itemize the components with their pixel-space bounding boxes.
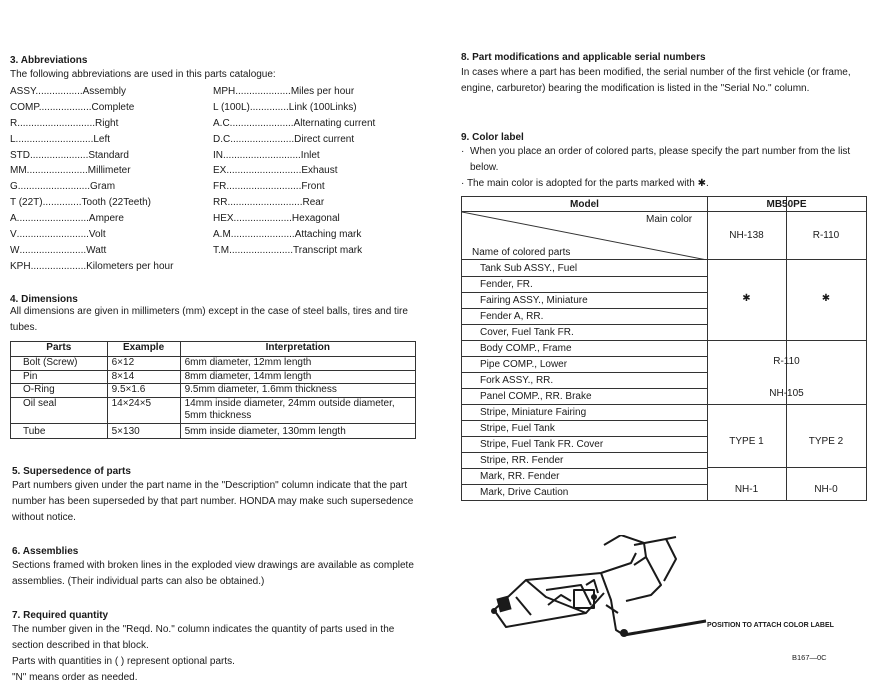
abbreviations-column-2 <box>213 84 375 259</box>
table-rule <box>707 467 866 468</box>
cell-interpretation: 8mm diameter, 14mm length <box>180 370 415 384</box>
table-rule <box>462 276 707 277</box>
abbreviation-meaning: Right <box>95 117 119 129</box>
abbreviation-key: EX. <box>213 165 230 177</box>
abbreviation-dots: .................... <box>235 86 291 97</box>
abbreviation-key: COMP. <box>10 101 42 113</box>
abbreviation-row <box>10 211 173 227</box>
color-r110: R-110 <box>773 356 800 367</box>
table-rule <box>462 420 707 421</box>
abbreviation-row <box>213 100 375 116</box>
dimensions-table-header <box>11 342 416 357</box>
color-nh1: NH-1 <box>734 484 759 495</box>
abbreviation-row <box>213 132 375 148</box>
abbreviation-meaning: Exhaust <box>301 165 338 177</box>
abbreviation-row <box>10 259 173 275</box>
abbreviation-row <box>213 163 375 179</box>
color-label-heading: 9. Color label <box>461 132 524 143</box>
part-modifications-text: In cases where a part has been modified, the serial number of the first vehicle (or frame, engine, carburetor) bearing the modification is listed in the "Serial No." column. <box>461 67 851 94</box>
dimensions-heading: 4. Dimensions <box>10 294 78 305</box>
abbreviation-meaning: Transcript mark <box>293 244 363 256</box>
abbreviation-key: W <box>10 244 20 256</box>
colored-parts-label: Name of colored parts <box>472 247 571 258</box>
abbreviation-dots: ...................... <box>231 244 294 256</box>
main-color-label: Main color <box>646 214 693 225</box>
abbreviation-key: V <box>10 229 17 241</box>
colored-part-name: Stripe, Fuel Tank FR. Cover <box>480 439 604 450</box>
abbreviation-key: ASSY. <box>10 86 39 97</box>
bullet-1-text: When you place an order of colored parts, please specify the part number from the list below. <box>470 146 851 173</box>
table-rule <box>462 340 707 341</box>
cell-part: Tube <box>11 423 108 439</box>
table-rule <box>462 292 707 293</box>
abbreviation-row <box>213 84 375 100</box>
color-label-position-caption: POSITION TO ATTACH COLOR LABEL <box>707 622 834 629</box>
abbreviation-dots: ...................... <box>233 229 295 241</box>
cell-part: Oil seal <box>11 397 108 423</box>
abbreviation-dots: .......................... <box>16 213 89 225</box>
abbreviation-key: STD. <box>10 149 33 161</box>
colored-part-name: Body COMP., Frame <box>480 343 572 354</box>
abbreviations-intro: The following abbreviations are used in this parts catalogue: <box>10 69 276 80</box>
cell-example: 8×14 <box>107 370 180 384</box>
abbreviation-dots: .............. <box>42 197 82 209</box>
abbreviation-key: IN. <box>213 149 226 161</box>
colored-part-name: Mark, RR. Fender <box>480 471 560 482</box>
abbreviation-dots: .......................... <box>229 165 302 177</box>
assemblies-text: Sections framed with broken lines in the exploded view drawings are available as complete assemblies. (Their individual parts can also be obtained.) <box>12 560 414 587</box>
abbreviation-dots: ...................... <box>233 133 295 145</box>
cell-part: O-Ring <box>11 384 108 398</box>
header-parts: Parts <box>11 342 108 357</box>
star-mark: ✱ <box>821 293 831 304</box>
table-rule <box>462 308 707 309</box>
abbreviation-meaning: Alternating current <box>293 117 376 129</box>
order-as-needed-note: "N" means order as needed. <box>12 672 138 683</box>
abbreviation-meaning: Miles per hour <box>290 86 355 97</box>
colored-part-name: Panel COMP., RR. Brake <box>480 391 592 402</box>
abbreviation-meaning: Link (100Links) <box>288 101 357 113</box>
abbreviation-meaning: Front <box>301 181 325 193</box>
colored-part-name: Stripe, Fuel Tank <box>480 423 555 434</box>
color-code-r110: R-110 <box>812 230 840 241</box>
abbreviation-meaning: Tooth (22Teeth) <box>81 197 152 209</box>
color-nh0: NH-0 <box>814 484 838 495</box>
table-rule <box>462 484 707 485</box>
table-divider <box>707 197 708 500</box>
abbreviation-row <box>213 227 375 243</box>
page-code: B167—0C <box>792 653 827 662</box>
abbreviation-dots: ...................... <box>232 117 294 129</box>
cell-interpretation: 14mm inside diameter, 24mm outside diameter, 5mm thickness <box>180 397 415 423</box>
cell-part: Pin <box>11 370 108 384</box>
abbreviation-meaning: Attaching mark <box>294 229 362 241</box>
abbreviation-key: MM <box>10 165 27 177</box>
abbreviation-row <box>213 195 375 211</box>
cell-interpretation: 9.5mm diameter, 1.6mm thickness <box>180 384 415 398</box>
colored-part-name: Fork ASSY., RR. <box>480 375 554 386</box>
abbreviation-row <box>10 84 173 100</box>
bullet-2-text: The main color is adopted for the parts marked with ✱. <box>466 178 709 189</box>
type-1: TYPE 1 <box>729 436 764 447</box>
abbreviation-key: L. <box>10 133 19 145</box>
abbreviation-meaning: Kilometers per hour <box>86 260 174 272</box>
abbreviations-heading: 3. Abbreviations <box>10 55 88 66</box>
table-rule <box>462 436 707 437</box>
abbreviation-key: KPH <box>10 260 31 272</box>
abbreviation-key: D.C. <box>213 133 233 145</box>
color-nh105: NH-105 <box>769 388 804 399</box>
abbreviation-key: L (100L) <box>213 101 250 113</box>
abbreviation-dots: ........................ <box>19 244 87 256</box>
abbreviation-dots: .................... <box>30 260 87 272</box>
cell-example: 9.5×1.6 <box>107 384 180 398</box>
abbreviation-dots: ........................... <box>20 117 96 129</box>
color-label-bullet-2: · The main color is adopted for the parts marked with ✱. <box>461 178 709 189</box>
model-label: Model <box>570 199 599 210</box>
table-divider <box>786 197 787 500</box>
color-label-bullet-1: · When you place an order of colored parts, please specify the part number from the list below. <box>461 144 873 176</box>
cell-part: Bolt (Screw) <box>11 357 108 371</box>
abbreviation-row <box>10 100 173 116</box>
abbreviation-dots: .................... <box>32 149 89 161</box>
abbreviation-key: HEX. <box>213 213 237 225</box>
table-rule <box>462 372 707 373</box>
header-interpretation: Interpretation <box>180 342 415 357</box>
cell-interpretation: 6mm diameter, 12mm length <box>180 357 415 371</box>
colored-part-name: Fender, FR. <box>480 279 533 290</box>
abbreviation-row <box>10 179 173 195</box>
abbreviation-meaning: Hexagonal <box>291 213 340 225</box>
abbreviation-row <box>213 148 375 164</box>
abbreviation-dots: .......................... <box>230 197 303 209</box>
dimensions-table <box>10 341 416 439</box>
abbreviation-dots: ........................... <box>225 149 301 161</box>
part-modifications-heading: 8. Part modifications and applicable serial numbers <box>461 52 706 63</box>
abbreviation-key: A.C. <box>213 117 233 129</box>
colored-part-name: Tank Sub ASSY., Fuel <box>480 263 578 274</box>
abbreviation-meaning: Standard <box>88 149 129 161</box>
table-row <box>11 397 416 423</box>
abbreviation-meaning: Watt <box>86 244 107 256</box>
abbreviation-dots: .................... <box>236 213 292 225</box>
abbreviation-row <box>213 179 375 195</box>
abbreviation-dots: .......................... <box>17 181 91 193</box>
color-label-table <box>461 196 867 501</box>
table-rule <box>462 324 707 325</box>
abbreviation-dots: .......................... <box>229 181 302 193</box>
abbreviation-meaning: Gram <box>90 181 116 193</box>
abbreviation-row <box>10 243 173 259</box>
abbreviation-dots: .......................... <box>16 229 89 241</box>
cell-example: 5×130 <box>107 423 180 439</box>
header-example: Example <box>107 342 180 357</box>
dimensions-text: All dimensions are given in millimeters (mm) except in the case of steel balls, tires and tire tubes. <box>10 306 408 333</box>
table-row <box>11 384 416 398</box>
abbreviation-row <box>213 211 375 227</box>
type-2: TYPE 2 <box>808 436 844 447</box>
abbreviation-meaning: Inlet <box>300 149 320 161</box>
table-row <box>11 357 416 371</box>
abbreviation-key: A.M. <box>213 229 234 241</box>
abbreviation-meaning: Rear <box>302 197 325 209</box>
abbreviation-row <box>213 243 375 259</box>
assemblies-heading: 6. Assemblies <box>12 546 79 557</box>
table-rule <box>462 356 707 357</box>
supersedence-text: Part numbers given under the part name in the "Description" column indicate that the part number has been superseded by that part number. HONDA may make such supersedence without notice. <box>12 480 414 523</box>
abbreviation-meaning: Direct current <box>294 133 355 145</box>
abbreviation-meaning: Assembly <box>82 86 126 97</box>
frame-drawing <box>486 535 736 655</box>
colored-part-name: Stripe, RR. Fender <box>480 455 564 466</box>
abbreviation-row <box>10 163 173 179</box>
abbreviation-row <box>10 227 173 243</box>
abbreviation-key: T (22T) <box>10 197 43 209</box>
color-code-nh138: NH-138 <box>729 230 764 241</box>
colored-part-name: Stripe, Miniature Fairing <box>480 407 587 418</box>
abbreviation-row <box>10 148 173 164</box>
abbreviation-row <box>10 195 173 211</box>
abbreviation-key: A <box>10 213 17 225</box>
abbreviation-key: FR. <box>213 181 230 193</box>
table-row <box>11 370 416 384</box>
colored-part-name: Fender A, RR. <box>480 311 544 322</box>
abbreviation-row <box>213 116 375 132</box>
abbreviation-dots: .............. <box>249 101 289 113</box>
table-rule <box>707 340 866 341</box>
abbreviation-dots: ...................... <box>26 165 88 177</box>
abbreviation-meaning: Millimeter <box>87 165 131 177</box>
table-rule <box>462 452 707 453</box>
table-rule <box>462 404 707 405</box>
abbreviation-key: RR. <box>213 197 231 209</box>
table-rule <box>707 404 866 405</box>
abbreviation-row <box>10 116 173 132</box>
abbreviation-key: R. <box>10 117 20 129</box>
abbreviation-meaning: Volt <box>88 229 106 241</box>
colored-part-name: Pipe COMP., Lower <box>480 359 568 370</box>
abbreviation-meaning: Ampere <box>88 213 124 225</box>
abbreviations-column-1 <box>10 84 173 275</box>
colored-part-name: Mark, Drive Caution <box>480 487 569 498</box>
table-rule <box>462 468 707 469</box>
table-row <box>11 423 416 439</box>
abbreviation-row <box>10 132 173 148</box>
abbreviation-dots: ................ <box>38 86 83 97</box>
colored-part-name: Cover, Fuel Tank FR. <box>480 327 574 338</box>
required-quantity-heading: 7. Required quantity <box>12 610 109 621</box>
supersedence-heading: 5. Supersedence of parts <box>12 466 131 477</box>
cell-example: 6×12 <box>107 357 180 371</box>
abbreviation-key: T.M. <box>213 244 232 256</box>
star-mark: ✱ <box>742 293 751 304</box>
abbreviation-dots: ........................... <box>18 133 94 145</box>
abbreviation-meaning: Complete <box>91 101 135 113</box>
optional-parts-note: Parts with quantities in ( ) represent optional parts. <box>12 656 235 667</box>
abbreviation-dots: .................. <box>41 101 92 113</box>
abbreviation-key: G <box>10 181 18 193</box>
colored-part-name: Fairing ASSY., Miniature <box>480 295 588 306</box>
abbreviation-meaning: Left <box>93 133 111 145</box>
table-rule <box>462 388 707 389</box>
abbreviation-key: MPH <box>213 86 236 97</box>
cell-interpretation: 5mm inside diameter, 130mm length <box>180 423 415 439</box>
model-value: MB50PE <box>766 199 807 210</box>
required-quantity-text: The number given in the "Reqd. No." column indicates the quantity of parts used in the section described in that block. <box>12 624 395 651</box>
cell-example: 14×24×5 <box>107 397 180 423</box>
